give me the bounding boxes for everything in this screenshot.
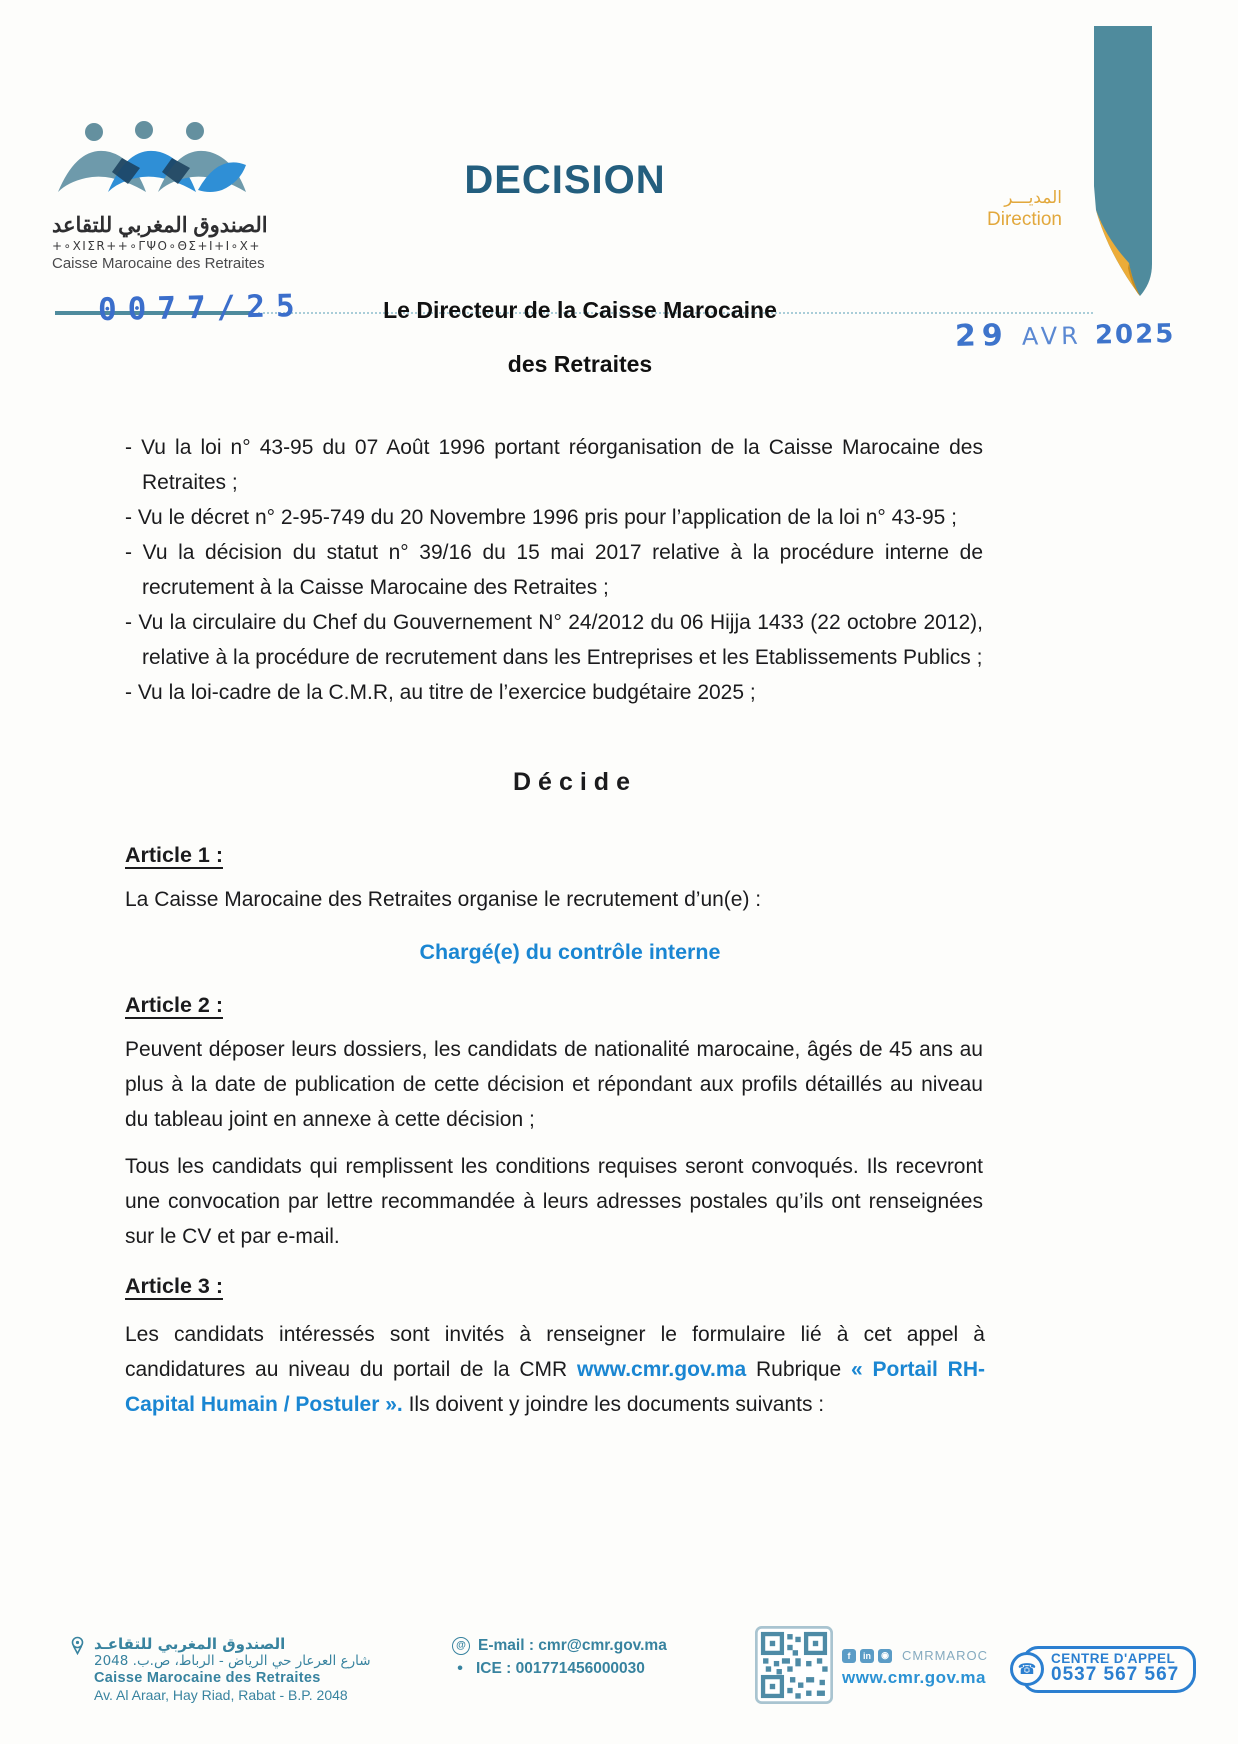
article2-heading: Article 2 : — [125, 993, 223, 1017]
logo-name-tifinagh: +∘ΧΙΣR++∘ΓΨΟ∘ΘΣ+Ι+Ι∘Χ+ — [52, 239, 261, 253]
document-title: DECISION — [464, 158, 666, 202]
portal-rubrique-label: « Portail RH-Capital Humain / Postuler ». — [125, 1358, 985, 1416]
bullet-icon: • — [457, 1660, 463, 1677]
footer-contact-block — [452, 1634, 667, 1680]
address-french-street: Av. Al Araar, Hay Riad, Rabat - B.P. 2048 — [94, 1687, 348, 1703]
direction-label — [987, 188, 1062, 230]
article3-text-after: Ils doivent y joindre les documents suivants : — [402, 1393, 825, 1416]
article2-paragraph2: Tous les candidats qui remplissent les conditions requises seront convoqués. Ils recevront une convocation par lettre recommandée à leurs adresses postales qu’ils ont renseignées sur le CV et par e-mail. — [125, 1155, 983, 1248]
direction-label-arabic: المديـــر — [1004, 188, 1062, 208]
corner-ribbon-icon — [1092, 26, 1154, 298]
article1-heading: Article 1 : — [125, 843, 223, 867]
qr-code — [755, 1626, 833, 1704]
call-center-label: CENTRE D'APPEL — [1051, 1651, 1176, 1666]
decide-heading: Décide — [513, 768, 637, 796]
facebook-icon: f — [842, 1649, 856, 1663]
article3-heading: Article 3 : — [125, 1274, 223, 1298]
call-center-badge — [1017, 1646, 1196, 1693]
article1-body: La Caisse Marocaine des Retraites organise le recrutement d’un(e) : — [125, 888, 762, 911]
preamble-item: - Vu la loi n° 43-95 du 07 Août 1996 portant réorganisation de la Caisse Marocaine des Retraites ; — [125, 436, 983, 494]
address-arabic-street: شارع العرعار حي الرياض - الرباط، ص.ب. 2048 — [94, 1653, 371, 1669]
article3-text-mid: Rubrique — [746, 1358, 852, 1381]
preamble-item: - Vu la loi-cadre de la C.M.R, au titre de l’exercice budgétaire 2025 ; — [125, 681, 756, 704]
portal-url-link[interactable]: www.cmr.gov.ma — [576, 1358, 747, 1381]
phone-icon: ☎ — [1010, 1652, 1044, 1686]
preamble-item: - Vu la décision du statut n° 39/16 du 15 mai 2017 relative à la procédure interne de recrutement à la Caisse Marocaine des Retraites ; — [125, 541, 983, 599]
location-pin-icon — [70, 1636, 85, 1655]
preamble-item: - Vu la circulaire du Chef du Gouvernement N° 24/2012 du 06 Hijja 1433 (22 octobre 2012), relative à la procédure de recrutement dans les Entreprises et les Etablissements Publics ; — [125, 611, 983, 669]
job-title: Chargé(e) du contrôle interne — [419, 940, 721, 964]
website-url-link[interactable]: www.cmr.gov.ma — [842, 1668, 986, 1687]
preamble-list — [125, 430, 983, 710]
footer-web-block — [842, 1648, 988, 1688]
address-arabic-name: الصندوق المغربي للتقاعـد — [94, 1635, 286, 1653]
date-stamp-month: AVR — [1021, 321, 1083, 351]
article3-text-before: Les candidats intéressés sont invités à renseigner le formulaire lié à cet appel à candidatures au niveau du portail de la CMR — [125, 1323, 985, 1381]
ice-text: ICE : 001771456000030 — [476, 1660, 645, 1677]
logo-name-arabic: الصندوق المغربي للتقاعد — [52, 214, 268, 237]
reference-number-stamp: 0077/25 — [97, 287, 307, 329]
preamble-item: - Vu le décret n° 2-95-749 du 20 Novembre 1996 pris pour l’application de la loi n° 43-95 ; — [125, 506, 958, 529]
article2-paragraph1: Peuvent déposer leurs dossiers, les candidats de nationalité marocaine, âgés de 45 ans au plus à la date de publication de cette décision et répondant aux profils détaillés au niveau du tableau joint en annexe à cette décision ; — [125, 1038, 983, 1131]
article3-paragraph1 — [125, 1317, 985, 1422]
address-french-name: Caisse Marocaine des Retraites — [94, 1670, 321, 1686]
direction-label-french: Direction — [987, 209, 1062, 230]
date-stamp — [955, 315, 1176, 354]
author-title — [340, 297, 820, 378]
date-stamp-year: 2025 — [1094, 319, 1176, 351]
instagram-icon: ◉ — [878, 1649, 892, 1663]
call-center-number: 0537 567 567 — [1051, 1664, 1180, 1685]
email-icon: @ — [452, 1637, 470, 1655]
email-text: E-mail : cmr@cmr.gov.ma — [478, 1637, 667, 1654]
date-stamp-day: 29 — [954, 317, 1010, 354]
footer-address-block — [70, 1636, 371, 1704]
logo-name-french: Caisse Marocaine des Retraites — [52, 255, 265, 272]
author-title-line1: Le Directeur de la Caisse Marocaine — [383, 297, 777, 323]
linkedin-icon: in — [860, 1649, 874, 1663]
author-title-line2: des Retraites — [507, 351, 653, 377]
social-handle: CMRMAROC — [902, 1648, 988, 1663]
